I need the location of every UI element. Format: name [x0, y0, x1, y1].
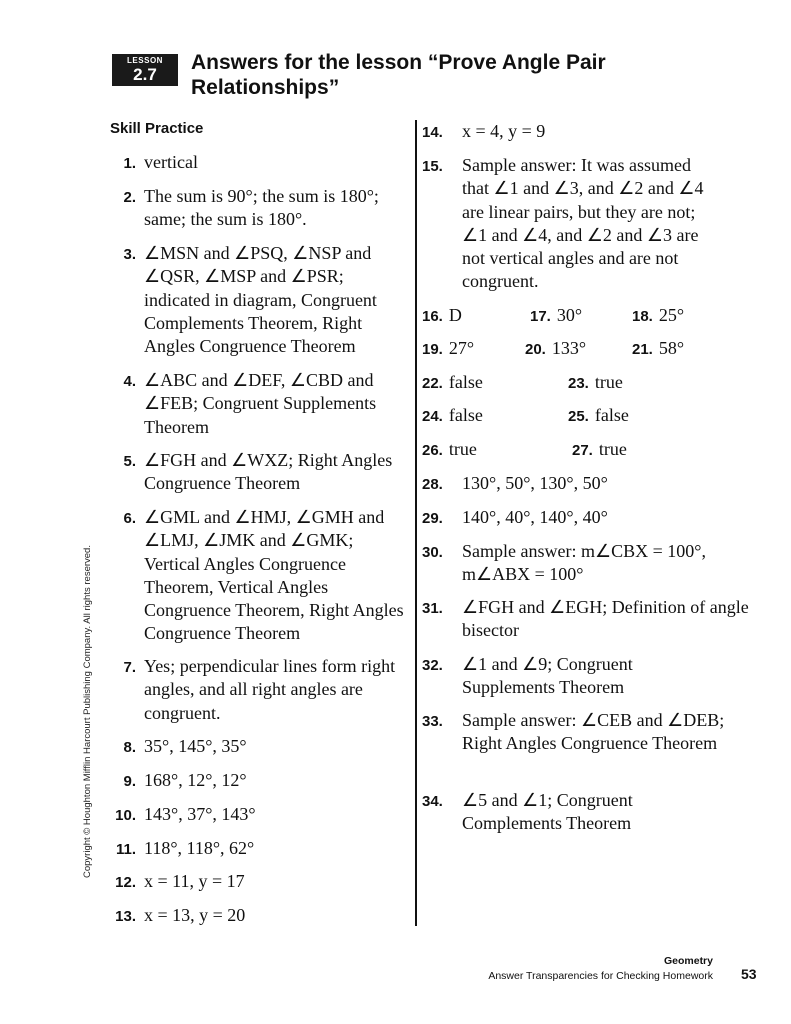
answer-text: 130°, 50°, 130°, 50° — [462, 473, 608, 493]
answer-number: 20. — [525, 341, 546, 358]
answer-number: 31. — [422, 600, 443, 617]
answer-number: 6. — [123, 510, 136, 527]
answer-text: 143°, 37°, 143° — [144, 804, 256, 824]
footer-subject: Geometry — [663, 955, 713, 967]
answer-number: 12. — [115, 874, 136, 891]
answer-number: 13. — [115, 908, 136, 925]
answer-item — [422, 596, 752, 643]
answer-number: 19. — [422, 341, 443, 358]
answer-text: 118°, 118°, 62° — [144, 838, 255, 858]
answer-number: 5. — [123, 453, 136, 470]
answer-text: false — [448, 372, 483, 392]
lesson-number: 2.7 — [133, 65, 157, 84]
answer-item — [106, 369, 406, 439]
answer-text: ∠GML and ∠HMJ, ∠GMH and ∠LMJ, ∠JMK and ∠GMK; Vertical Angles Congruence Theorem, Vertical Angles Congruence Theorem, Right Angles Congruence Theorem — [144, 507, 404, 644]
answer-item — [422, 472, 752, 495]
answer-item — [422, 438, 477, 462]
answer-number: 1. — [123, 155, 136, 172]
answer-item — [422, 506, 752, 529]
answer-number: 21. — [632, 341, 653, 358]
answer-text: true — [448, 439, 477, 459]
answer-item — [106, 151, 406, 174]
answer-number: 18. — [632, 308, 653, 325]
lesson-label: LESSON — [127, 56, 163, 65]
answer-text: 30° — [556, 305, 583, 325]
answer-text: vertical — [144, 152, 198, 172]
answer-item — [568, 371, 623, 395]
answer-item — [106, 449, 406, 496]
answer-text: false — [594, 405, 629, 425]
answer-text: ∠1 and ∠9; Congruent Supplements Theorem — [462, 654, 633, 698]
answer-text: x = 13, y = 20 — [144, 905, 246, 925]
answer-number: 16. — [422, 308, 443, 325]
answer-number: 9. — [123, 773, 136, 790]
answer-item — [106, 904, 406, 927]
answer-text: The sum is 90°; the sum is 180°; same; the sum is 180°. — [144, 186, 379, 230]
copyright-notice: Copyright © Houghton Mifflin Harcourt Publishing Company. All rights reserved. — [82, 545, 93, 878]
answer-number: 34. — [422, 793, 443, 810]
answer-text: 35°, 145°, 35° — [144, 736, 247, 756]
answer-number: 25. — [568, 408, 589, 425]
answer-text: ∠ABC and ∠DEF, ∠CBD and ∠FEB; Congruent Supplements Theorem — [144, 370, 377, 437]
answer-number: 22. — [422, 375, 443, 392]
answer-text: Yes; perpendicular lines form right angles, and all right angles are congruent. — [144, 656, 396, 723]
answer-item — [568, 404, 629, 428]
answer-number: 26. — [422, 442, 443, 459]
answer-number: 33. — [422, 713, 443, 730]
answer-item — [106, 185, 406, 232]
answer-item — [422, 120, 752, 143]
answer-item — [106, 837, 406, 860]
answer-item — [632, 337, 684, 361]
answer-text: Sample answer: ∠CEB and ∠DEB; Right Angles Congruence Theorem — [462, 710, 725, 754]
answer-text: 25° — [658, 305, 685, 325]
answer-text: x = 4, y = 9 — [462, 121, 546, 141]
answer-item — [422, 404, 483, 428]
answer-item — [106, 655, 406, 725]
answer-number: 4. — [123, 373, 136, 390]
answer-number: 7. — [123, 659, 136, 676]
answer-item — [422, 154, 722, 294]
answer-text: ∠FGH and ∠WXZ; Right Angles Congruence Theorem — [144, 450, 393, 494]
answer-number: 2. — [123, 189, 136, 206]
answer-text: 58° — [658, 338, 685, 358]
answer-item — [422, 709, 752, 756]
answer-item — [525, 337, 586, 361]
answer-text: x = 11, y = 17 — [144, 871, 245, 891]
answer-number: 11. — [115, 841, 136, 858]
answer-item — [106, 803, 406, 826]
answer-number: 17. — [530, 308, 551, 325]
answer-number: 28. — [422, 476, 443, 493]
answer-text: Sample answer: It was assumed that ∠1 and ∠3, and ∠2 and ∠4 are linear pairs, but they are not; ∠1 and ∠4, and ∠2 and ∠3 are not vertical angles and are not congruent. — [462, 155, 704, 292]
answer-text: ∠MSN and ∠PSQ, ∠NSP and ∠QSR, ∠MSP and ∠PSR; indicated in diagram, Congruent Complements Theorem, Right Angles Congruence Theorem — [144, 243, 377, 357]
page-title-line-2: Relationships” — [191, 76, 340, 99]
answer-text: Sample answer: m∠CBX = 100°, m∠ABX = 100° — [462, 541, 706, 585]
answer-text: D — [448, 305, 462, 325]
page-title-line-1: Answers for the lesson “Prove Angle Pair — [191, 51, 606, 74]
answer-text: 140°, 40°, 140°, 40° — [462, 507, 608, 527]
answer-number: 29. — [422, 510, 443, 527]
answer-item — [106, 735, 406, 758]
page-number: 53 — [741, 966, 757, 982]
answer-item — [632, 304, 684, 328]
answer-number: 10. — [115, 807, 136, 824]
answer-number: 27. — [572, 442, 593, 459]
answer-text: ∠5 and ∠1; Congruent Complements Theorem — [462, 790, 633, 834]
answer-item — [422, 540, 752, 587]
answer-text: false — [448, 405, 483, 425]
answer-item — [572, 438, 627, 462]
lesson-badge — [112, 54, 178, 86]
answer-item — [422, 371, 483, 395]
page-title — [191, 50, 731, 100]
answer-item — [106, 506, 406, 646]
answer-number: 3. — [123, 246, 136, 263]
answer-number: 15. — [422, 158, 443, 175]
answer-item — [106, 242, 406, 358]
answer-text: true — [598, 439, 627, 459]
answer-text: true — [594, 372, 623, 392]
section-heading: Skill Practice — [110, 120, 204, 137]
column-divider — [415, 120, 417, 926]
answer-number: 14. — [422, 124, 443, 141]
answer-number: 32. — [422, 657, 443, 674]
answer-number: 23. — [568, 375, 589, 392]
answer-text: 133° — [551, 338, 587, 358]
answer-item — [106, 769, 406, 792]
answer-number: 8. — [123, 739, 136, 756]
answer-text: 27° — [448, 338, 475, 358]
footer-book-title: Answer Transparencies for Checking Homework — [488, 970, 713, 982]
answer-item — [530, 304, 582, 328]
answer-number: 24. — [422, 408, 443, 425]
answer-number: 30. — [422, 544, 443, 561]
answer-text: ∠FGH and ∠EGH; Definition of angle bisector — [462, 597, 749, 641]
answer-item — [422, 653, 672, 700]
answer-item — [422, 304, 462, 328]
answer-item — [422, 789, 672, 836]
answer-item — [422, 337, 474, 361]
answer-item — [106, 870, 406, 893]
answer-text: 168°, 12°, 12° — [144, 770, 247, 790]
